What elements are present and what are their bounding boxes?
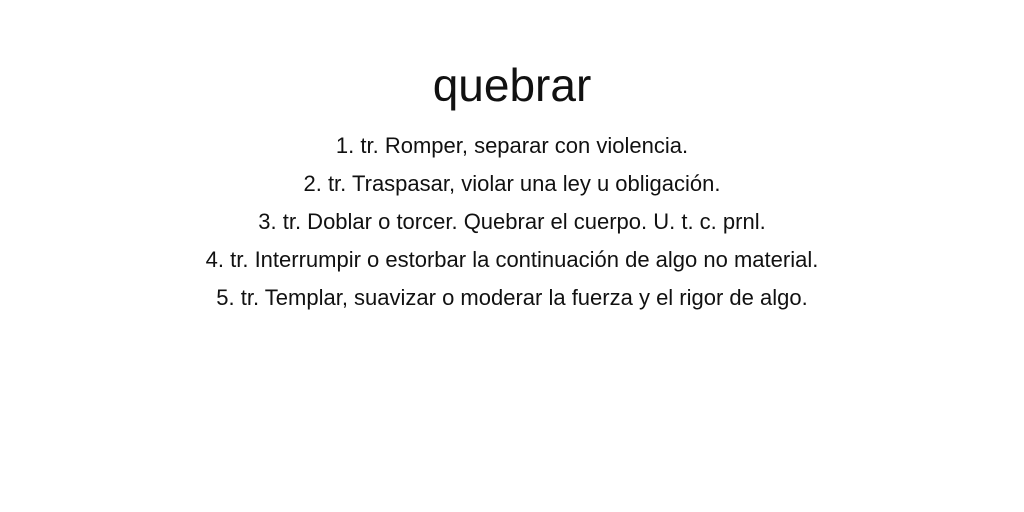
definition-5: 5. tr. Templar, suavizar o moderar la fuerza y el rigor de algo. (216, 285, 808, 310)
definition-list (0, 127, 1024, 317)
definition-3: 3. tr. Doblar o torcer. Quebrar el cuerpo. U. t. c. prnl. (258, 209, 766, 234)
definition-1: 1. tr. Romper, separar con violencia. (335, 133, 689, 158)
headword: quebrar (432, 59, 592, 111)
definition-4: 4. tr. Interrumpir o estorbar la continuación de algo no material. (205, 247, 819, 272)
definition-2: 2. tr. Traspasar, violar una ley u obligación. (303, 171, 721, 196)
